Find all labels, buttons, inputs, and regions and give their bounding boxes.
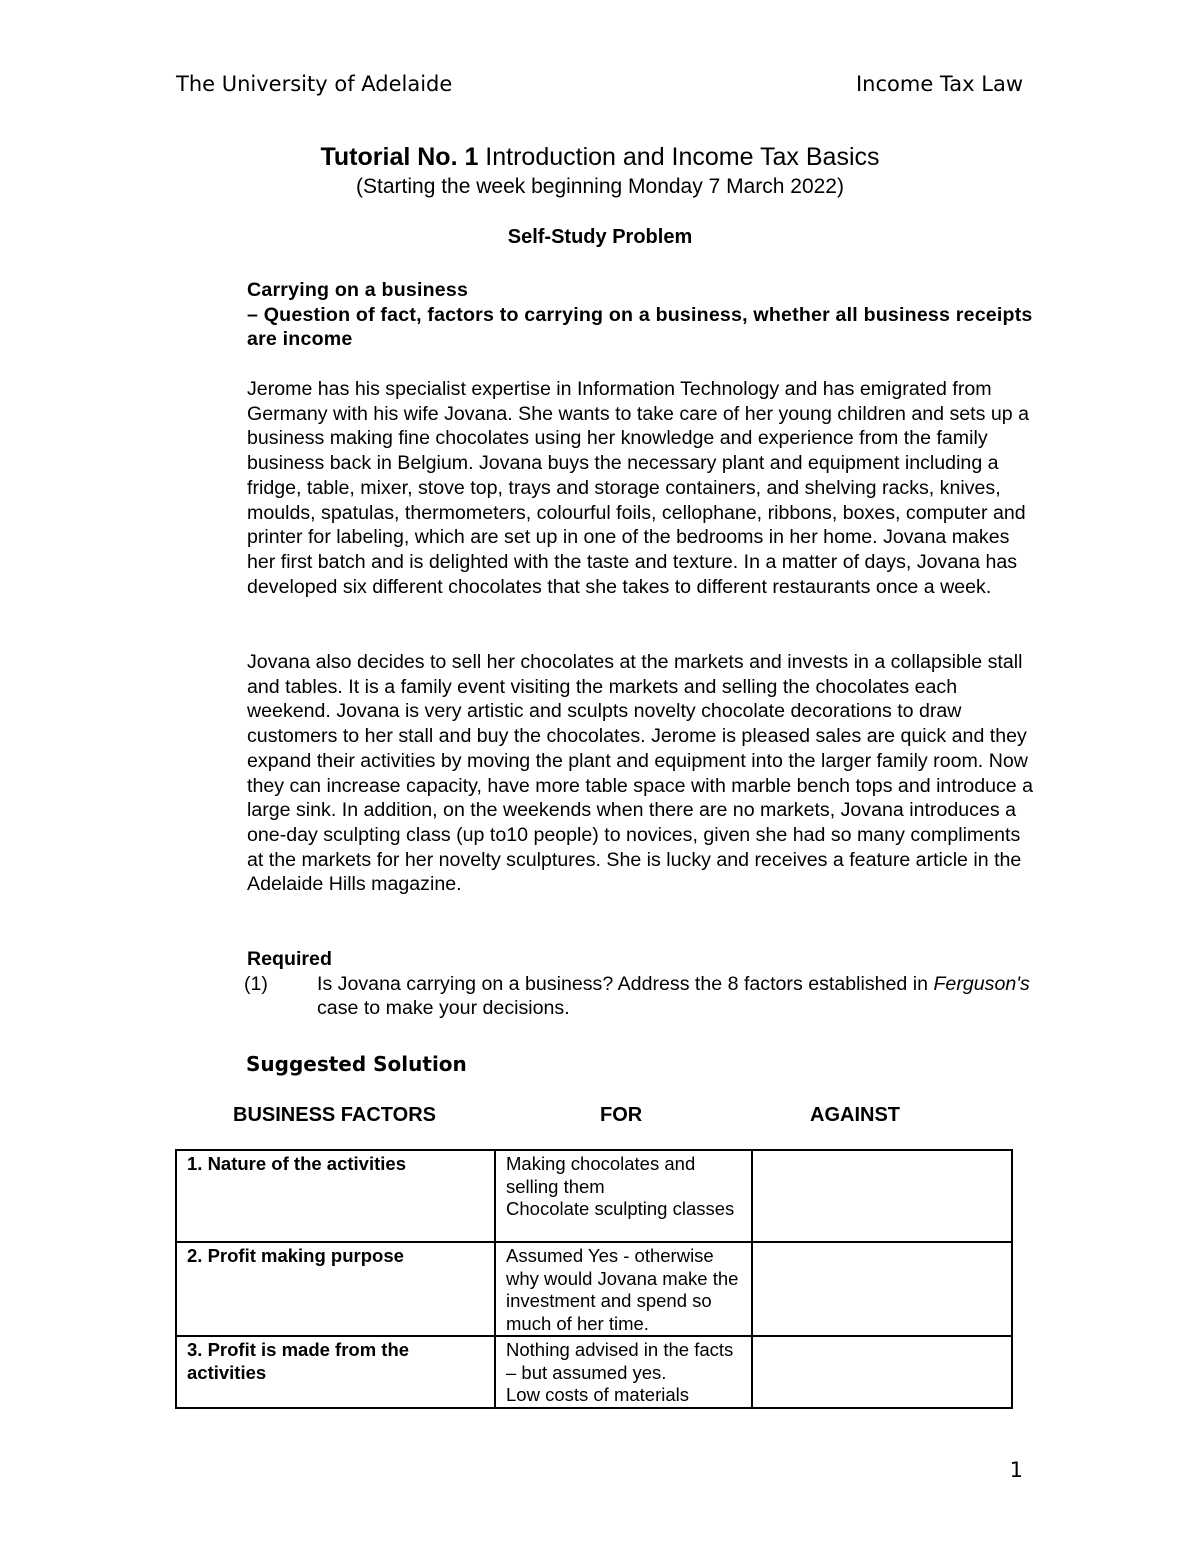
column-header-against: AGAINST <box>810 1104 900 1126</box>
topic-line-1: Carrying on a business <box>247 279 469 301</box>
against-cell <box>752 1336 1012 1408</box>
table-row <box>176 1336 1012 1408</box>
for-line: Making chocolates and selling them <box>506 1153 696 1197</box>
page-number: 1 <box>1009 1458 1023 1482</box>
header-university: The University of Adelaide <box>176 72 453 96</box>
topic-heading <box>247 278 1037 352</box>
page-title <box>0 140 1200 174</box>
required-item <box>244 972 1037 1021</box>
paragraph-1: Jerome has his specialist expertise in Information Technology and has emigrated from Germany with his wife Jovana. She wants to take care of her young children and sets up a business making fine chocolates using her knowledge and experience from the family business back in Belgium. Jovana buys the necessary plant and equipment including a fridge, table, mixer, stove top, trays and storage containers, and shelving racks, knives, moulds, spatulas, thermometers, colourful foils, cellophane, ribbons, boxes, computer and printer for labeling, which are set up in one of the bedrooms in her home. Jovana makes her first batch and is delighted with the taste and texture. In a matter of days, Jovana has developed six different chocolates that she takes to different restaurants once a week. <box>247 378 1029 598</box>
required-text <box>317 972 1037 1021</box>
for-cell: Assumed Yes - otherwise why would Jovana make the investment and spend so much of her time. <box>495 1242 752 1336</box>
required-text-before: Is Jovana carrying on a business? Address the 8 factors established in <box>317 972 934 995</box>
factor-cell: 2. Profit making purpose <box>176 1242 495 1336</box>
paragraph-2: Jovana also decides to sell her chocolates at the markets and invests in a collapsible stall and tables. It is a family event visiting the markets and selling the chocolates each weekend. Jovana is very artistic and sculpts novelty chocolate decorations to draw customers to her stall and buy the chocolates. Jerome is pleased sales are quick and they expand their activities by moving the plant and equipment into the larger family room. Now they can increase capacity, have more table space with marble bench tops and introduce a large sink. In addition, on the weekends when there are no markets, Jovana introduces a one-day sculpting class (up to10 people) to novices, given she had so many compliments at the markets for her novelty sculptures. She is lucky and receives a feature article in the Adelaide Hills magazine. <box>247 651 1034 896</box>
required-text-after: case to make your decisions. <box>317 997 570 1020</box>
suggested-solution-heading: Suggested Solution <box>246 1052 467 1076</box>
table-row <box>176 1242 1012 1336</box>
business-factors-table <box>175 1149 1013 1409</box>
for-cell <box>495 1336 752 1408</box>
title-rest: Introduction and Income Tax Basics <box>478 143 880 171</box>
required-number: (1) <box>244 972 268 995</box>
header-course: Income Tax Law <box>855 72 1023 96</box>
table-row <box>176 1150 1012 1242</box>
required-section <box>244 947 1037 1021</box>
page-subtitle: (Starting the week beginning Monday 7 March 2022) <box>356 175 844 198</box>
against-cell <box>752 1150 1012 1242</box>
column-header-factors: BUSINESS FACTORS <box>233 1104 436 1126</box>
factor-cell: 3. Profit is made from the activities <box>176 1336 495 1408</box>
topic-line-2: – Question of fact, factors to carrying on a business, whether all business receipts are income <box>247 303 1033 351</box>
required-heading: Required <box>247 948 332 970</box>
title-block <box>0 140 1200 200</box>
for-line: Chocolate sculpting classes <box>506 1198 735 1219</box>
column-header-for: FOR <box>600 1104 643 1126</box>
section-title: Self-Study Problem <box>507 226 693 248</box>
case-name: Ferguson's <box>933 972 1030 995</box>
against-cell <box>752 1242 1012 1336</box>
factor-cell: 1. Nature of the activities <box>176 1150 495 1242</box>
for-cell <box>495 1150 752 1242</box>
for-line: Nothing advised in the facts – but assumed yes. <box>506 1339 734 1383</box>
title-prefix: Tutorial No. 1 <box>320 143 479 171</box>
for-line: Low costs of materials <box>506 1384 690 1405</box>
